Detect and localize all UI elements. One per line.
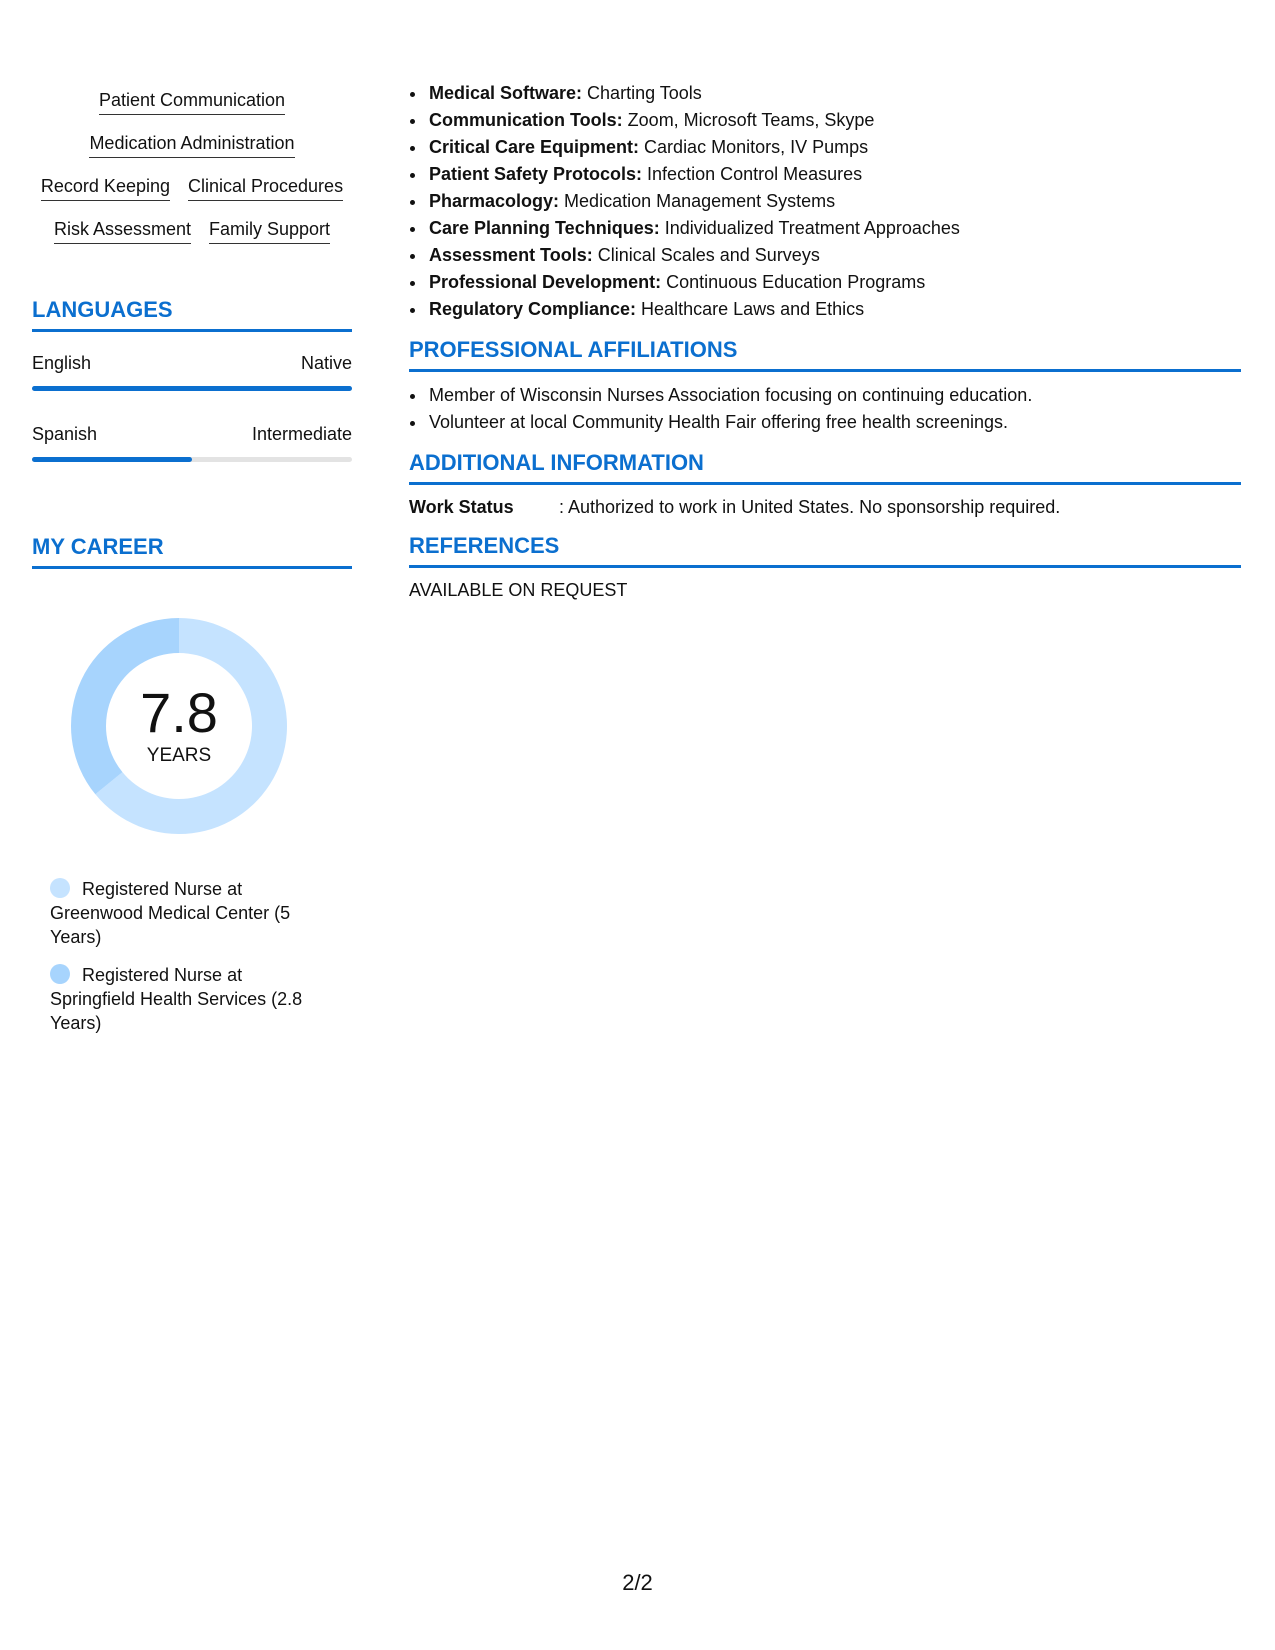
- language-item: [32, 352, 352, 391]
- list-item: • Pharmacology: Medication Management Systems: [427, 188, 1241, 215]
- affiliations-heading: PROFESSIONAL AFFILIATIONS: [409, 337, 1241, 372]
- technical-skills-list: [409, 80, 1241, 323]
- references-heading: REFERENCES: [409, 533, 1241, 568]
- career-total-years: 7.8: [140, 681, 218, 744]
- list-item: • Assessment Tools: Clinical Scales and Surveys: [427, 242, 1241, 269]
- language-bar-fill: [32, 457, 192, 462]
- legend-item: [50, 963, 330, 1035]
- additional-info-heading: ADDITIONAL INFORMATION: [409, 450, 1241, 485]
- legend-label: Registered Nurse at Greenwood Medical Center (5 Years): [50, 879, 291, 947]
- list-item: • Patient Safety Protocols: Infection Control Measures: [427, 161, 1241, 188]
- list-item: • Communication Tools: Zoom, Microsoft Teams, Skype: [427, 107, 1241, 134]
- language-name: Spanish: [32, 424, 98, 444]
- legend-item: [50, 877, 330, 949]
- affiliations-list: [409, 382, 1241, 436]
- language-level: Native: [300, 353, 352, 373]
- skill-tag: Record Keeping: [41, 175, 170, 201]
- list-item: • Volunteer at local Community Health Fair offering free health screenings.: [427, 409, 1241, 436]
- language-name: English: [32, 353, 92, 373]
- left-column: [32, 80, 352, 1049]
- work-status-value: : Authorized to work in United States. No sponsorship required.: [559, 497, 1061, 517]
- skill-tag: Clinical Procedures: [188, 175, 343, 201]
- list-item: • Care Planning Techniques: Individualized Treatment Approaches: [427, 215, 1241, 242]
- list-item: • Member of Wisconsin Nurses Association focusing on continuing education.: [427, 382, 1241, 409]
- legend-dot: [50, 964, 70, 984]
- legend-label: Registered Nurse at Springfield Health Services (2.8 Years): [50, 965, 303, 1033]
- career-legend: [50, 877, 330, 1035]
- right-column: [409, 80, 1241, 602]
- language-bar-fill: [32, 386, 352, 391]
- work-status-row: [409, 495, 1241, 519]
- skill-tag: Medication Administration: [89, 132, 294, 158]
- skill-tag: Risk Assessment: [54, 218, 191, 244]
- list-item: • Professional Development: Continuous Education Programs: [427, 269, 1241, 296]
- language-bar: [32, 457, 352, 462]
- page-number: 2/2: [622, 1570, 653, 1595]
- language-item: [32, 423, 352, 462]
- list-item: • Medical Software: Charting Tools: [427, 80, 1241, 107]
- legend-dot: [50, 878, 70, 898]
- career-heading: MY CAREER: [32, 534, 352, 569]
- skills-list: [32, 80, 352, 252]
- languages-heading: LANGUAGES: [32, 297, 352, 332]
- list-item: • Regulatory Compliance: Healthcare Laws and Ethics: [427, 296, 1241, 323]
- list-item: • Critical Care Equipment: Cardiac Monitors, IV Pumps: [427, 134, 1241, 161]
- skill-tag: Patient Communication: [99, 89, 285, 115]
- skill-tag: Family Support: [209, 218, 330, 244]
- language-level: Intermediate: [251, 424, 352, 444]
- language-bar: [32, 386, 352, 391]
- work-status-label: Work Status: [409, 497, 514, 517]
- references-text: AVAILABLE ON REQUEST: [409, 580, 628, 600]
- career-total-unit: YEARS: [146, 745, 212, 766]
- career-donut-chart: [64, 611, 294, 841]
